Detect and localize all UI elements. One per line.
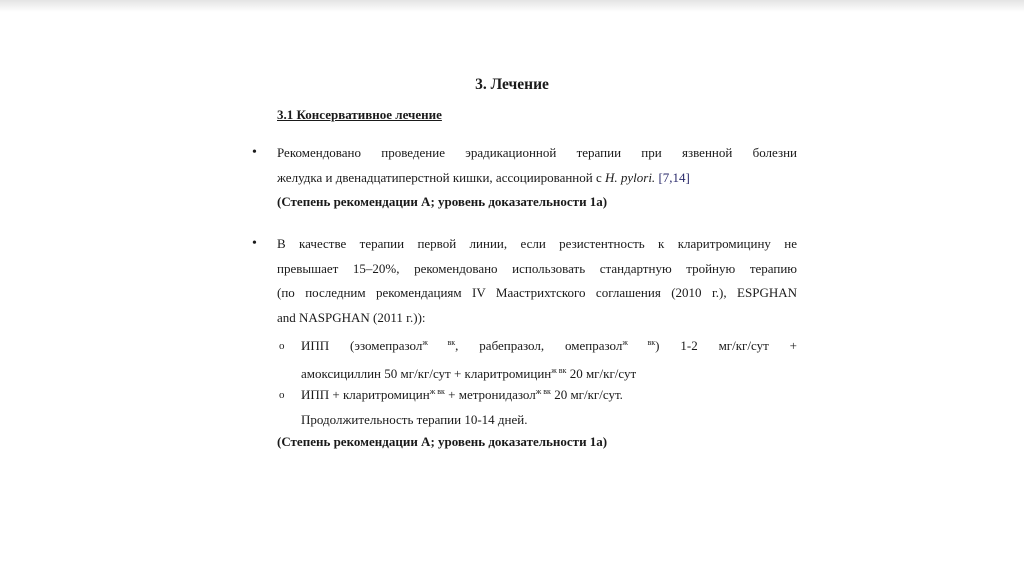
regimen-text: 20 мг/кг/сут. xyxy=(550,387,623,402)
rec1-line2 xyxy=(277,166,797,191)
reference-link[interactable]: [7,14] xyxy=(655,169,690,185)
regimen-text: ИПП + кларитромицин xyxy=(301,387,430,402)
note-mark: ж вк xyxy=(422,338,456,347)
regimen-2-line1 xyxy=(301,380,797,408)
rec2-line3: (по последним рекомендациям IV Маастрихтского соглашения (2010 г.), ESPGHAN xyxy=(277,285,797,300)
h-pylori: H. pylori. xyxy=(604,169,656,185)
note-mark: ж вк xyxy=(429,387,445,396)
note-mark: ж вк xyxy=(622,338,656,347)
rec1-text: желудка и двенадцатиперстной кишки, ассоциированной с xyxy=(277,169,605,185)
subsection-heading: 3.1 Консервативное лечение xyxy=(277,107,442,122)
regimen-text: ) 1-2 мг/кг/сут + xyxy=(655,338,797,353)
regimen-2 xyxy=(301,380,797,432)
regimen-text: , рабепразол, омепразол xyxy=(455,338,623,353)
rec1-line1: Рекомендовано проведение эрадикационной терапии при язвенной болезни xyxy=(277,145,797,160)
recommendation-2 xyxy=(277,232,797,330)
bullet-marker: • xyxy=(252,236,257,251)
rec2-line1: В качестве терапии первой линии, если резистентность к кларитромицину не xyxy=(277,236,797,251)
regimen-text: ИПП (эзомепразол xyxy=(301,338,423,353)
regimen-1-line1 xyxy=(301,331,797,359)
rec2-grade: (Степень рекомендации A; уровень доказательности 1a) xyxy=(277,434,608,449)
sub-bullet-marker: o xyxy=(279,340,285,352)
rec1-grade: (Степень рекомендации A; уровень доказательности 1a) xyxy=(277,194,608,209)
sub-bullet-marker: o xyxy=(279,389,285,401)
regimen-text: амоксициллин 50 мг/кг/сут + кларитромицин xyxy=(301,365,552,381)
regimen-text: + метронидазол xyxy=(444,387,536,402)
rec2-line4: and NASPGHAN (2011 г.)): xyxy=(277,309,426,325)
regimen-text: 20 мг/кг/сут xyxy=(566,365,637,381)
rec2-line2: превышает 15–20%, рекомендовано использовать стандартную тройную терапию xyxy=(277,260,797,276)
therapy-duration: Продолжительность терапии 10-14 дней. xyxy=(301,411,528,427)
note-mark: ж вк xyxy=(551,365,567,375)
note-mark: ж вк xyxy=(535,387,551,396)
bullet-marker: • xyxy=(252,145,257,160)
recommendation-1 xyxy=(277,141,797,190)
section-heading: 3. Лечение xyxy=(475,76,549,93)
regimen-1 xyxy=(301,331,797,386)
